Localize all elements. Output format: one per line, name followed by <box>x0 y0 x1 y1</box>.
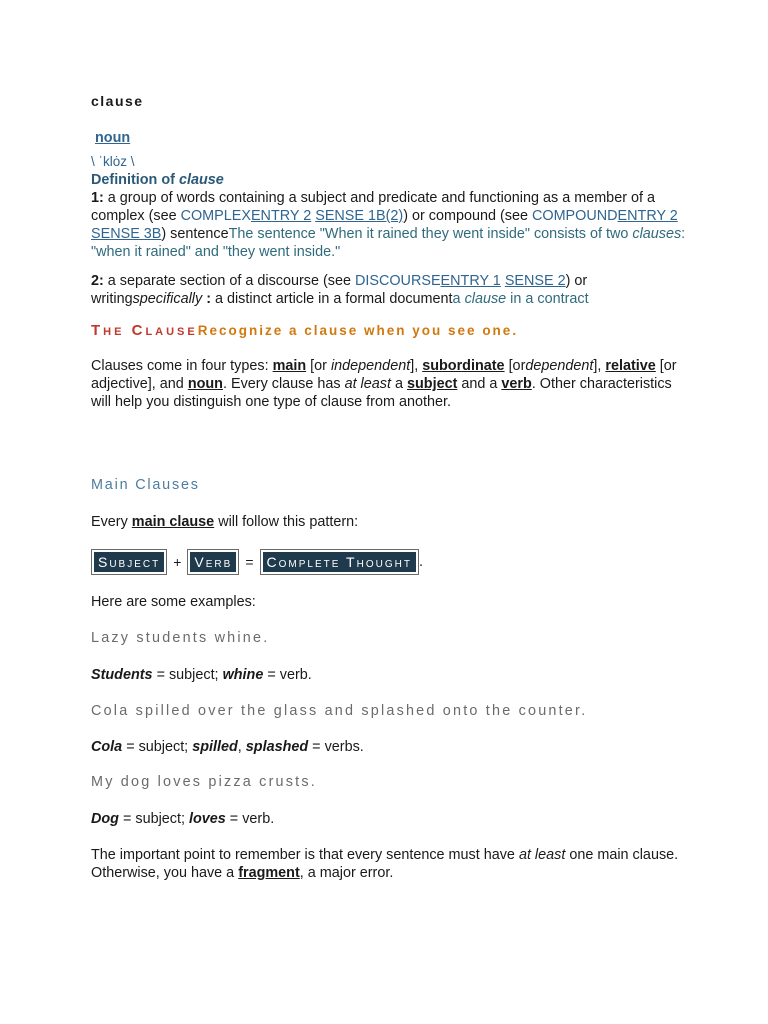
example-analysis-2: Cola = subject; spilled, splashed = verbs. <box>91 739 364 755</box>
equals-sign: = <box>245 554 254 570</box>
example-sentence-2: Cola spilled over the glass and splashed onto the counter. <box>91 703 588 719</box>
definition-heading-prefix: Definition of <box>91 172 175 188</box>
subject-box: Subject <box>91 549 167 575</box>
sense-1-text-3: ) sentence <box>161 226 229 242</box>
sense-1-number: 1: <box>91 190 104 206</box>
main-clauses-heading: Main Clauses <box>91 477 200 493</box>
sense-2-text: a separate section of a discourse (see <box>107 273 351 289</box>
sense-1-text-2: ) or compound (see <box>403 208 528 224</box>
complex-link[interactable]: COMPLEXENTRY 2 SENSE 1B(2) <box>180 208 404 224</box>
sense-2-text-2: ) or writing <box>91 273 588 307</box>
sense-2-text-3: a distinct article in a formal document <box>214 291 453 307</box>
discourse-link[interactable]: DISCOURSEENTRY 1 SENSE 2 <box>354 273 566 289</box>
sense-2-colon: : <box>206 291 211 307</box>
examples-intro: Here are some examples: <box>91 594 256 610</box>
example-sentence-1: Lazy students whine. <box>91 630 270 646</box>
verb-box: Verb <box>187 549 239 575</box>
verb-link[interactable]: verb <box>501 376 532 392</box>
compound-link[interactable]: COMPOUNDENTRY 2 SENSE 3B <box>91 208 678 242</box>
definition-heading <box>91 171 691 189</box>
plus-sign: + <box>173 554 182 570</box>
subordinate-link[interactable]: subordinate <box>422 358 505 374</box>
sense-2 <box>91 272 691 308</box>
fragment-link[interactable]: fragment <box>238 865 300 881</box>
subject-link[interactable]: subject <box>406 376 458 392</box>
every-main-clause-line: Every main clause will follow this pattern: <box>91 514 359 530</box>
main-link[interactable]: main <box>272 358 307 374</box>
the-clause-caps: The Clause <box>91 322 198 339</box>
part-of-speech-link[interactable]: noun <box>95 130 131 146</box>
final-paragraph: The important point to remember is that every sentence must have at least one main clause. Otherwise, you have a fragment, a major error. <box>91 847 679 881</box>
sense-1-example: The sentence "When it rained they went inside" consists of two clauses: "when it rained" and "they went inside." <box>91 226 686 260</box>
pronunciation: \ ˈklȯz \ <box>91 154 135 169</box>
specifically-label: specifically <box>132 291 203 307</box>
pattern-period: . <box>418 554 423 570</box>
sense-1-text: a group of words containing a subject and predicate and functioning as a member of a complex (see <box>91 190 655 224</box>
relative-link[interactable]: relative <box>605 358 656 374</box>
sense-1 <box>91 189 691 261</box>
definition-heading-word: clause <box>178 172 224 188</box>
sense-2-number: 2: <box>91 273 104 289</box>
the-clause-tagline: Recognize a clause when you see one. <box>197 323 519 338</box>
complete-thought-box: Complete Thought <box>260 549 419 575</box>
pattern-formula <box>91 548 691 576</box>
example-sentence-3: My dog loves pizza crusts. <box>91 774 317 790</box>
noun-link[interactable]: noun <box>187 376 223 392</box>
the-clause-heading <box>91 322 691 340</box>
example-analysis-1: Students = subject; whine = verb. <box>91 667 312 683</box>
entry-title: clause <box>91 93 144 109</box>
intro-paragraph: Clauses come in four types: main [or independent], subordinate [ordependent], relative [or adjective], and noun. Every clause has at least a subject and a verb. Other characteristics will help you distinguish one type of clause from another. <box>91 358 677 410</box>
main-clause-link[interactable]: main clause <box>131 514 215 530</box>
sense-2-example: a clause in a contract <box>452 291 589 307</box>
example-analysis-3: Dog = subject; loves = verb. <box>91 811 275 827</box>
